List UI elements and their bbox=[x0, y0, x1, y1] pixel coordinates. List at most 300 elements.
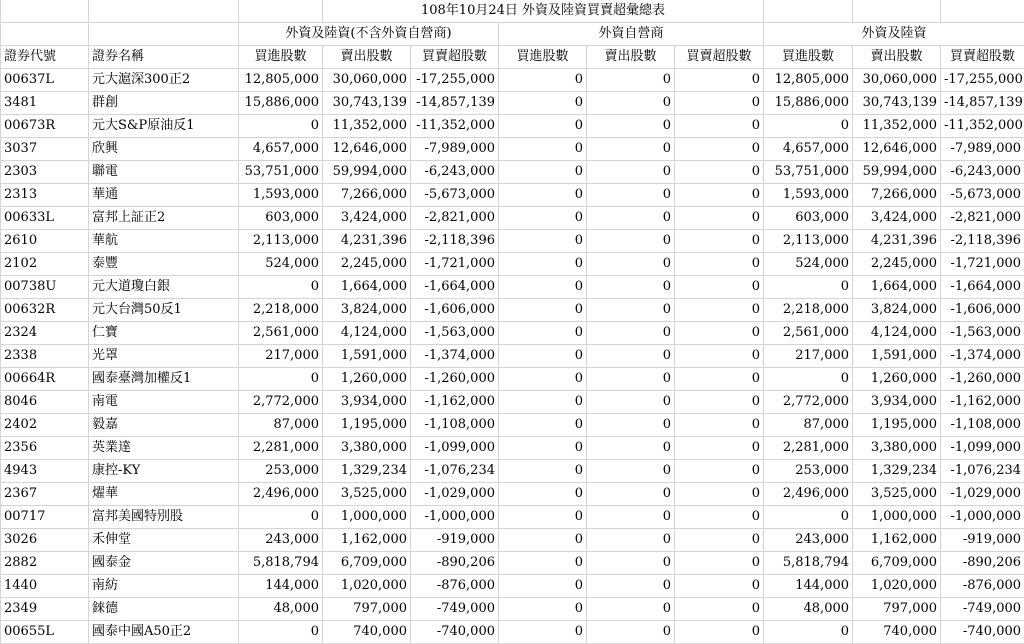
share-count-cell: 3,380,000 bbox=[323, 437, 411, 460]
security-code-cell: 1440 bbox=[1, 575, 89, 598]
sheet-title: 108年10月24日 外資及陸資買賣超彙總表 bbox=[323, 0, 764, 23]
share-count-cell: 253,000 bbox=[239, 460, 323, 483]
table-row bbox=[1, 322, 1024, 345]
group-header-foreign-dealers: 外資自營商 bbox=[499, 23, 764, 46]
share-count-cell: 0 bbox=[239, 621, 323, 644]
share-count-cell: 4,124,000 bbox=[853, 322, 941, 345]
share-count-cell: -6,243,000 bbox=[941, 161, 1024, 184]
share-count-cell: 30,060,000 bbox=[323, 69, 411, 92]
security-name-cell: 富邦美國特別股 bbox=[89, 506, 239, 529]
share-count-cell: 12,805,000 bbox=[764, 69, 853, 92]
share-count-cell: 0 bbox=[675, 575, 764, 598]
share-count-cell: 0 bbox=[499, 345, 587, 368]
share-count-cell: 0 bbox=[499, 529, 587, 552]
security-code-cell: 4943 bbox=[1, 460, 89, 483]
security-code-cell: 00637L bbox=[1, 69, 89, 92]
share-count-cell: 5,818,794 bbox=[764, 552, 853, 575]
share-count-cell: 0 bbox=[587, 69, 675, 92]
share-count-cell: -1,606,000 bbox=[411, 299, 499, 322]
table-row bbox=[1, 230, 1024, 253]
share-count-cell: -749,000 bbox=[411, 598, 499, 621]
share-count-cell: -1,563,000 bbox=[941, 322, 1024, 345]
share-count-cell: -749,000 bbox=[941, 598, 1024, 621]
share-count-cell: 2,218,000 bbox=[239, 299, 323, 322]
table-row bbox=[1, 69, 1024, 92]
column-header: 買進股數 bbox=[499, 46, 587, 69]
share-count-cell: 15,886,000 bbox=[764, 92, 853, 115]
share-count-cell: 0 bbox=[587, 621, 675, 644]
share-count-cell: 217,000 bbox=[239, 345, 323, 368]
group-header-foreign-excl-dealers: 外資及陸資(不含外資自營商) bbox=[239, 23, 499, 46]
share-count-cell: 0 bbox=[499, 276, 587, 299]
share-count-cell: -1,260,000 bbox=[941, 368, 1024, 391]
share-count-cell: 0 bbox=[587, 391, 675, 414]
share-count-cell: 0 bbox=[675, 437, 764, 460]
share-count-cell: 0 bbox=[587, 368, 675, 391]
share-count-cell: 11,352,000 bbox=[853, 115, 941, 138]
share-count-cell: 0 bbox=[499, 69, 587, 92]
share-count-cell: -890,206 bbox=[411, 552, 499, 575]
security-name-cell: 禾伸堂 bbox=[89, 529, 239, 552]
share-count-cell: 0 bbox=[239, 506, 323, 529]
share-count-cell: 48,000 bbox=[239, 598, 323, 621]
share-count-cell: 243,000 bbox=[764, 529, 853, 552]
column-header: 賣出股數 bbox=[853, 46, 941, 69]
share-count-cell: 1,020,000 bbox=[853, 575, 941, 598]
share-count-cell: 0 bbox=[499, 115, 587, 138]
share-count-cell: 0 bbox=[587, 483, 675, 506]
share-count-cell: 53,751,000 bbox=[239, 161, 323, 184]
table-row bbox=[1, 552, 1024, 575]
table-row bbox=[1, 299, 1024, 322]
security-name-cell: 元大台灣50反1 bbox=[89, 299, 239, 322]
share-count-cell: -1,000,000 bbox=[411, 506, 499, 529]
share-count-cell: 0 bbox=[675, 552, 764, 575]
share-count-cell: 1,000,000 bbox=[853, 506, 941, 529]
security-code-cell: 2610 bbox=[1, 230, 89, 253]
share-count-cell: 1,591,000 bbox=[323, 345, 411, 368]
security-code-cell: 8046 bbox=[1, 391, 89, 414]
table-row bbox=[1, 391, 1024, 414]
share-count-cell: 0 bbox=[499, 253, 587, 276]
share-count-cell: 217,000 bbox=[764, 345, 853, 368]
table-row bbox=[1, 207, 1024, 230]
security-name-cell: 元大滬深300正2 bbox=[89, 69, 239, 92]
security-name-cell: 國泰中國A50正2 bbox=[89, 621, 239, 644]
share-count-cell: 1,664,000 bbox=[853, 276, 941, 299]
security-name-cell: 元大S&P原油反1 bbox=[89, 115, 239, 138]
share-count-cell: 4,231,396 bbox=[323, 230, 411, 253]
share-count-cell: 0 bbox=[764, 276, 853, 299]
share-count-cell: 0 bbox=[499, 391, 587, 414]
share-count-cell: 0 bbox=[239, 368, 323, 391]
table-row bbox=[1, 598, 1024, 621]
share-count-cell: -6,243,000 bbox=[411, 161, 499, 184]
share-count-cell: 0 bbox=[675, 299, 764, 322]
column-header: 買賣超股數 bbox=[411, 46, 499, 69]
share-count-cell: 2,245,000 bbox=[853, 253, 941, 276]
share-count-cell: 0 bbox=[499, 506, 587, 529]
share-count-cell: 0 bbox=[499, 460, 587, 483]
share-count-cell: -876,000 bbox=[941, 575, 1024, 598]
share-count-cell: -11,352,000 bbox=[411, 115, 499, 138]
share-count-cell: 1,162,000 bbox=[853, 529, 941, 552]
share-count-cell: 0 bbox=[587, 322, 675, 345]
share-count-cell: 87,000 bbox=[239, 414, 323, 437]
share-count-cell: 0 bbox=[499, 552, 587, 575]
table-row bbox=[1, 460, 1024, 483]
share-count-cell: 0 bbox=[675, 598, 764, 621]
share-count-cell: 7,266,000 bbox=[323, 184, 411, 207]
share-count-cell: -1,721,000 bbox=[411, 253, 499, 276]
column-header: 買進股數 bbox=[239, 46, 323, 69]
security-name-cell: 元大道瓊白銀 bbox=[89, 276, 239, 299]
security-code-cell: 2102 bbox=[1, 253, 89, 276]
share-count-cell: -1,099,000 bbox=[941, 437, 1024, 460]
share-count-cell: 3,380,000 bbox=[853, 437, 941, 460]
share-count-cell: 0 bbox=[587, 253, 675, 276]
column-header: 賣出股數 bbox=[587, 46, 675, 69]
share-count-cell: 797,000 bbox=[323, 598, 411, 621]
share-count-cell: 0 bbox=[675, 414, 764, 437]
share-count-cell: 0 bbox=[675, 368, 764, 391]
column-header: 買賣超股數 bbox=[675, 46, 764, 69]
security-name-cell: 華通 bbox=[89, 184, 239, 207]
security-name-cell: 錸德 bbox=[89, 598, 239, 621]
security-name-cell: 華航 bbox=[89, 230, 239, 253]
share-count-cell: 0 bbox=[587, 437, 675, 460]
share-count-cell: 0 bbox=[675, 115, 764, 138]
share-count-cell: 0 bbox=[587, 230, 675, 253]
share-count-cell: 797,000 bbox=[853, 598, 941, 621]
share-count-cell: 2,245,000 bbox=[323, 253, 411, 276]
security-name-cell: 英業達 bbox=[89, 437, 239, 460]
share-count-cell: -1,099,000 bbox=[411, 437, 499, 460]
share-count-cell: 0 bbox=[499, 437, 587, 460]
share-count-cell: 6,709,000 bbox=[853, 552, 941, 575]
share-count-cell: 0 bbox=[675, 230, 764, 253]
share-count-cell: 0 bbox=[587, 138, 675, 161]
share-count-cell: -1,374,000 bbox=[411, 345, 499, 368]
share-count-cell: 2,113,000 bbox=[764, 230, 853, 253]
share-count-cell: 0 bbox=[675, 253, 764, 276]
share-count-cell: 3,934,000 bbox=[323, 391, 411, 414]
table-row bbox=[1, 506, 1024, 529]
share-count-cell: 1,593,000 bbox=[239, 184, 323, 207]
share-count-cell: 0 bbox=[499, 138, 587, 161]
share-count-cell: 1,329,234 bbox=[853, 460, 941, 483]
share-count-cell: 0 bbox=[499, 299, 587, 322]
security-code-cell: 00655L bbox=[1, 621, 89, 644]
share-count-cell: 1,162,000 bbox=[323, 529, 411, 552]
share-count-cell: -1,606,000 bbox=[941, 299, 1024, 322]
share-count-cell: 1,260,000 bbox=[323, 368, 411, 391]
security-code-cell: 00633L bbox=[1, 207, 89, 230]
share-count-cell: 0 bbox=[587, 92, 675, 115]
share-count-cell: 0 bbox=[764, 621, 853, 644]
security-name-cell: 南紡 bbox=[89, 575, 239, 598]
security-name-cell: 仁寶 bbox=[89, 322, 239, 345]
share-count-cell: 524,000 bbox=[764, 253, 853, 276]
share-count-cell: -2,118,396 bbox=[411, 230, 499, 253]
security-code-cell: 2338 bbox=[1, 345, 89, 368]
share-count-cell: 0 bbox=[499, 230, 587, 253]
share-count-cell: -5,673,000 bbox=[941, 184, 1024, 207]
share-count-cell: 0 bbox=[499, 598, 587, 621]
share-count-cell: 0 bbox=[499, 414, 587, 437]
security-code-cell: 2349 bbox=[1, 598, 89, 621]
share-count-cell: -2,821,000 bbox=[411, 207, 499, 230]
security-name-cell: 國泰金 bbox=[89, 552, 239, 575]
share-count-cell: 6,709,000 bbox=[323, 552, 411, 575]
share-count-cell: 740,000 bbox=[853, 621, 941, 644]
share-count-cell: 12,646,000 bbox=[323, 138, 411, 161]
share-count-cell: 2,113,000 bbox=[239, 230, 323, 253]
share-count-cell: 0 bbox=[675, 621, 764, 644]
share-count-cell: -919,000 bbox=[411, 529, 499, 552]
security-code-cell: 00717 bbox=[1, 506, 89, 529]
share-count-cell: -1,108,000 bbox=[411, 414, 499, 437]
share-count-cell: -1,563,000 bbox=[411, 322, 499, 345]
share-count-cell: -1,076,234 bbox=[411, 460, 499, 483]
column-header: 證券名稱 bbox=[89, 46, 239, 69]
share-count-cell: 0 bbox=[675, 391, 764, 414]
share-count-cell: -7,989,000 bbox=[411, 138, 499, 161]
share-count-cell: 4,124,000 bbox=[323, 322, 411, 345]
share-count-cell: 0 bbox=[675, 506, 764, 529]
security-code-cell: 00632R bbox=[1, 299, 89, 322]
share-count-cell: 0 bbox=[239, 276, 323, 299]
share-count-cell: -876,000 bbox=[411, 575, 499, 598]
share-count-cell: 12,805,000 bbox=[239, 69, 323, 92]
share-count-cell: 3,525,000 bbox=[853, 483, 941, 506]
share-count-cell: 0 bbox=[499, 575, 587, 598]
share-count-cell: 2,772,000 bbox=[239, 391, 323, 414]
column-header: 買賣超股數 bbox=[941, 46, 1024, 69]
share-count-cell: 1,000,000 bbox=[323, 506, 411, 529]
share-count-cell: 0 bbox=[675, 69, 764, 92]
share-count-cell: 3,824,000 bbox=[323, 299, 411, 322]
share-count-cell: 0 bbox=[587, 414, 675, 437]
share-count-cell: 5,818,794 bbox=[239, 552, 323, 575]
title-row bbox=[1, 0, 1024, 23]
table-row bbox=[1, 253, 1024, 276]
share-count-cell: 2,281,000 bbox=[239, 437, 323, 460]
share-count-cell: 0 bbox=[587, 276, 675, 299]
share-count-cell: -1,664,000 bbox=[411, 276, 499, 299]
share-count-cell: 144,000 bbox=[239, 575, 323, 598]
share-count-cell: -1,162,000 bbox=[411, 391, 499, 414]
security-name-cell: 聯電 bbox=[89, 161, 239, 184]
share-count-cell: -5,673,000 bbox=[411, 184, 499, 207]
table-row bbox=[1, 161, 1024, 184]
share-count-cell: 0 bbox=[675, 529, 764, 552]
table-row bbox=[1, 138, 1024, 161]
share-count-cell: 1,260,000 bbox=[853, 368, 941, 391]
group-header-foreign-total: 外資及陸資 bbox=[764, 23, 1024, 46]
share-count-cell: 0 bbox=[499, 322, 587, 345]
share-count-cell: -1,260,000 bbox=[411, 368, 499, 391]
share-count-cell: -1,029,000 bbox=[941, 483, 1024, 506]
share-count-cell: 59,994,000 bbox=[853, 161, 941, 184]
share-count-cell: 0 bbox=[587, 115, 675, 138]
security-code-cell: 3026 bbox=[1, 529, 89, 552]
share-count-cell: 740,000 bbox=[323, 621, 411, 644]
share-count-cell: 4,657,000 bbox=[239, 138, 323, 161]
share-count-cell: 3,424,000 bbox=[323, 207, 411, 230]
share-count-cell: -740,000 bbox=[941, 621, 1024, 644]
security-code-cell: 2313 bbox=[1, 184, 89, 207]
table-row bbox=[1, 184, 1024, 207]
table-row bbox=[1, 414, 1024, 437]
share-count-cell: 0 bbox=[587, 460, 675, 483]
share-count-cell: 0 bbox=[239, 115, 323, 138]
table-row bbox=[1, 621, 1024, 644]
share-count-cell: 0 bbox=[675, 322, 764, 345]
security-name-cell: 光罩 bbox=[89, 345, 239, 368]
share-count-cell: 0 bbox=[499, 368, 587, 391]
share-count-cell: 0 bbox=[675, 483, 764, 506]
share-count-cell: -919,000 bbox=[941, 529, 1024, 552]
security-code-cell: 3037 bbox=[1, 138, 89, 161]
share-count-cell: -1,029,000 bbox=[411, 483, 499, 506]
share-count-cell: -14,857,139 bbox=[411, 92, 499, 115]
share-count-cell: 0 bbox=[764, 506, 853, 529]
security-name-cell: 富邦上証正2 bbox=[89, 207, 239, 230]
share-count-cell: 0 bbox=[675, 138, 764, 161]
table-row bbox=[1, 437, 1024, 460]
share-count-cell: 30,743,139 bbox=[853, 92, 941, 115]
share-count-cell: 0 bbox=[499, 161, 587, 184]
share-count-cell: -1,076,234 bbox=[941, 460, 1024, 483]
share-count-cell: 0 bbox=[764, 115, 853, 138]
share-count-cell: 4,657,000 bbox=[764, 138, 853, 161]
share-count-cell: 30,060,000 bbox=[853, 69, 941, 92]
share-count-cell: 1,020,000 bbox=[323, 575, 411, 598]
share-count-cell: 0 bbox=[587, 207, 675, 230]
share-count-cell: 0 bbox=[499, 621, 587, 644]
share-count-cell: 15,886,000 bbox=[239, 92, 323, 115]
security-name-cell: 欣興 bbox=[89, 138, 239, 161]
security-code-cell: 00738U bbox=[1, 276, 89, 299]
share-count-cell: 1,664,000 bbox=[323, 276, 411, 299]
security-name-cell: 康控-KY bbox=[89, 460, 239, 483]
share-count-cell: 0 bbox=[587, 552, 675, 575]
share-count-cell: -890,206 bbox=[941, 552, 1024, 575]
share-count-cell: 1,593,000 bbox=[764, 184, 853, 207]
share-count-cell: 12,646,000 bbox=[853, 138, 941, 161]
share-count-cell: 0 bbox=[587, 161, 675, 184]
share-count-cell: 0 bbox=[587, 575, 675, 598]
security-code-cell: 3481 bbox=[1, 92, 89, 115]
share-count-cell: 2,496,000 bbox=[764, 483, 853, 506]
share-count-cell: -17,255,000 bbox=[411, 69, 499, 92]
table-row bbox=[1, 368, 1024, 391]
share-count-cell: 1,195,000 bbox=[323, 414, 411, 437]
share-count-cell: 7,266,000 bbox=[853, 184, 941, 207]
security-code-cell: 2324 bbox=[1, 322, 89, 345]
security-code-cell: 2356 bbox=[1, 437, 89, 460]
share-count-cell: -1,000,000 bbox=[941, 506, 1024, 529]
share-count-cell: 1,329,234 bbox=[323, 460, 411, 483]
share-count-cell: -1,664,000 bbox=[941, 276, 1024, 299]
share-count-cell: 3,525,000 bbox=[323, 483, 411, 506]
table-row bbox=[1, 115, 1024, 138]
share-count-cell: 0 bbox=[675, 207, 764, 230]
share-count-cell: 0 bbox=[675, 345, 764, 368]
share-count-cell: 0 bbox=[587, 299, 675, 322]
share-count-cell: 2,772,000 bbox=[764, 391, 853, 414]
share-count-cell: 30,743,139 bbox=[323, 92, 411, 115]
share-count-cell: -1,721,000 bbox=[941, 253, 1024, 276]
share-count-cell: 2,561,000 bbox=[764, 322, 853, 345]
table-row bbox=[1, 92, 1024, 115]
security-code-cell: 2303 bbox=[1, 161, 89, 184]
table-row bbox=[1, 575, 1024, 598]
share-count-cell: 0 bbox=[499, 207, 587, 230]
column-header: 買進股數 bbox=[764, 46, 853, 69]
share-count-cell: 3,824,000 bbox=[853, 299, 941, 322]
column-header: 賣出股數 bbox=[323, 46, 411, 69]
share-count-cell: 11,352,000 bbox=[323, 115, 411, 138]
security-name-cell: 國泰臺灣加權反1 bbox=[89, 368, 239, 391]
column-header-row bbox=[1, 46, 1024, 69]
table-row bbox=[1, 483, 1024, 506]
share-count-cell: 59,994,000 bbox=[323, 161, 411, 184]
share-count-cell: -11,352,000 bbox=[941, 115, 1024, 138]
share-count-cell: 0 bbox=[499, 92, 587, 115]
share-count-cell: 48,000 bbox=[764, 598, 853, 621]
share-count-cell: 0 bbox=[587, 506, 675, 529]
security-name-cell: 毅嘉 bbox=[89, 414, 239, 437]
share-count-cell: 253,000 bbox=[764, 460, 853, 483]
share-count-cell: -1,374,000 bbox=[941, 345, 1024, 368]
column-header: 證券代號 bbox=[1, 46, 89, 69]
share-count-cell: 2,281,000 bbox=[764, 437, 853, 460]
share-count-cell: 4,231,396 bbox=[853, 230, 941, 253]
security-name-cell: 泰豐 bbox=[89, 253, 239, 276]
share-count-cell: 0 bbox=[587, 345, 675, 368]
share-count-cell: 243,000 bbox=[239, 529, 323, 552]
share-count-cell: -14,857,139 bbox=[941, 92, 1024, 115]
share-count-cell: 2,561,000 bbox=[239, 322, 323, 345]
group-header-row bbox=[1, 23, 1024, 46]
security-code-cell: 00673R bbox=[1, 115, 89, 138]
share-count-cell: -740,000 bbox=[411, 621, 499, 644]
security-name-cell: 燿華 bbox=[89, 483, 239, 506]
security-code-cell: 2367 bbox=[1, 483, 89, 506]
share-count-cell: 3,424,000 bbox=[853, 207, 941, 230]
share-count-cell: 0 bbox=[587, 598, 675, 621]
share-count-cell: 0 bbox=[499, 483, 587, 506]
table-row bbox=[1, 276, 1024, 299]
share-count-cell: 0 bbox=[675, 92, 764, 115]
share-count-cell: 0 bbox=[675, 276, 764, 299]
share-count-cell: 144,000 bbox=[764, 575, 853, 598]
share-count-cell: 603,000 bbox=[764, 207, 853, 230]
security-code-cell: 2882 bbox=[1, 552, 89, 575]
security-name-cell: 南電 bbox=[89, 391, 239, 414]
share-count-cell: 3,934,000 bbox=[853, 391, 941, 414]
share-count-cell: 0 bbox=[499, 184, 587, 207]
share-count-cell: 1,591,000 bbox=[853, 345, 941, 368]
share-count-cell: 0 bbox=[675, 184, 764, 207]
share-count-cell: 0 bbox=[587, 184, 675, 207]
share-count-cell: 87,000 bbox=[764, 414, 853, 437]
share-count-cell: 603,000 bbox=[239, 207, 323, 230]
share-count-cell: -1,108,000 bbox=[941, 414, 1024, 437]
share-count-cell: -7,989,000 bbox=[941, 138, 1024, 161]
